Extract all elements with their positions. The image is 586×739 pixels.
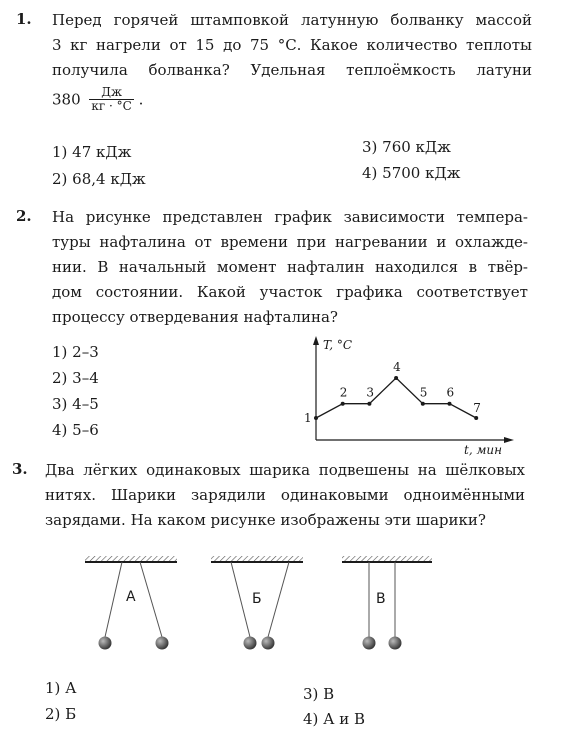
q3-figure-a [85, 556, 177, 650]
q3-text [45, 458, 525, 533]
q1-unit-denominator: кг · °С [91, 99, 132, 113]
q3-figure-c-ball-left [363, 637, 376, 650]
q2-option-3[interactable]: 3) 4–5 [52, 395, 99, 413]
q3-line-1: Два лёгких одинаковых шарика подвешены на шёлковых [45, 461, 525, 479]
q2-graph-point-label-5: 5 [419, 385, 428, 400]
q2-temperature-graph [290, 330, 520, 460]
q3-figure-b-thread-left [231, 562, 250, 637]
q3-figure-b-ball-left [244, 637, 257, 650]
q2-number: 2. [16, 207, 32, 225]
q3-figure-c-ball-right [389, 637, 402, 650]
q2-graph-point-label-2: 2 [339, 385, 348, 400]
q1-unit-tail: . [138, 90, 144, 109]
q2-graph-point-label-6: 6 [446, 385, 455, 400]
q1-heat-capacity [52, 86, 143, 113]
q3-figure-b-ball-right [262, 637, 275, 650]
q3-figure-b-thread-right [268, 562, 289, 637]
q3-figure-a-thread-left [105, 562, 122, 637]
q3-figure-b [211, 556, 303, 650]
q2-graph-point-4 [394, 376, 398, 380]
q2-option-1[interactable]: 1) 2–3 [52, 343, 99, 361]
q3-figure-c [342, 556, 432, 650]
q2-graph-point-2 [341, 402, 345, 406]
q3-option-4[interactable]: 4) А и В [303, 710, 366, 728]
q1-line-3: получила болванка? Удельная теплоёмкость латуни [52, 61, 532, 79]
q2-graph-point-label-3: 3 [366, 385, 375, 400]
q2-graph-y-label: T, °C [323, 338, 353, 352]
q3-number: 3. [12, 460, 28, 478]
q2-graph-point-label-1: 1 [304, 411, 312, 425]
q1-text [52, 8, 532, 83]
q3-figure-a-ball-right [156, 637, 169, 650]
q3-option-3[interactable]: 3) В [303, 685, 335, 703]
q1-line-2: 3 кг нагрели от 15 до 75 °С. Какое количество теплоты [52, 36, 532, 54]
q2-graph-point-label-4: 4 [393, 359, 401, 374]
q2-graph-point-5 [421, 402, 425, 406]
q2-line-4: дом состоянии. Какой участок графика соответствует [52, 283, 528, 301]
q2-text [52, 205, 528, 330]
q3-figure-b-label: Б [252, 591, 262, 607]
q2-graph-point-7 [474, 416, 478, 420]
q2-option-4[interactable]: 4) 5–6 [52, 421, 99, 439]
q3-figure-a-thread-right [140, 562, 162, 637]
q1-option-1[interactable]: 1) 47 кДж [52, 143, 132, 161]
q1-option-4[interactable]: 4) 5700 кДж [362, 164, 461, 182]
q1-option-2[interactable]: 2) 68,4 кДж [52, 170, 146, 188]
q2-line-3: нии. В начальный момент нафталин находился в твёр- [52, 258, 528, 276]
q2-graph-x-label: t, мин [464, 443, 503, 457]
q3-option-2[interactable]: 2) Б [45, 705, 77, 723]
q2-graph-point-label-7: 7 [473, 401, 481, 415]
q3-figure-a-ball-left [99, 637, 112, 650]
q2-line-1: На рисунке представлен график зависимости темпера- [52, 208, 528, 226]
q2-graph-y-arrow [313, 336, 319, 345]
q2-graph-point-3 [367, 402, 371, 406]
q1-number: 1. [16, 10, 32, 28]
q3-line-2: нитях. Шарики зарядили одинаковыми одноимёнными [45, 486, 525, 504]
q3-figure-c-label: В [376, 591, 386, 607]
q3-figure-a-label: А [126, 589, 136, 605]
q1-line-1: Перед горячей штамповкой латунную болванку массой [52, 11, 532, 29]
q1-option-3[interactable]: 3) 760 кДж [362, 138, 451, 156]
q2-graph-x-arrow [504, 437, 514, 443]
q2-graph-point-6 [448, 402, 452, 406]
q2-option-2[interactable]: 2) 3–4 [52, 369, 99, 387]
q2-line-5: процессу отвердевания нафталина? [52, 308, 338, 326]
q1-unit-numerator: Дж [89, 86, 133, 100]
q3-figures [80, 548, 440, 658]
q3-option-1[interactable]: 1) А [45, 679, 77, 697]
q1-value: 380 [52, 90, 81, 109]
q1-unit-fraction [89, 86, 133, 113]
q2-graph-points [304, 360, 481, 425]
q2-graph-point-1 [314, 416, 318, 420]
q3-line-3: зарядами. На каком рисунке изображены эти шарики? [45, 511, 486, 529]
q2-line-2: туры нафталина от времени при нагревании и охлажде- [52, 233, 528, 251]
